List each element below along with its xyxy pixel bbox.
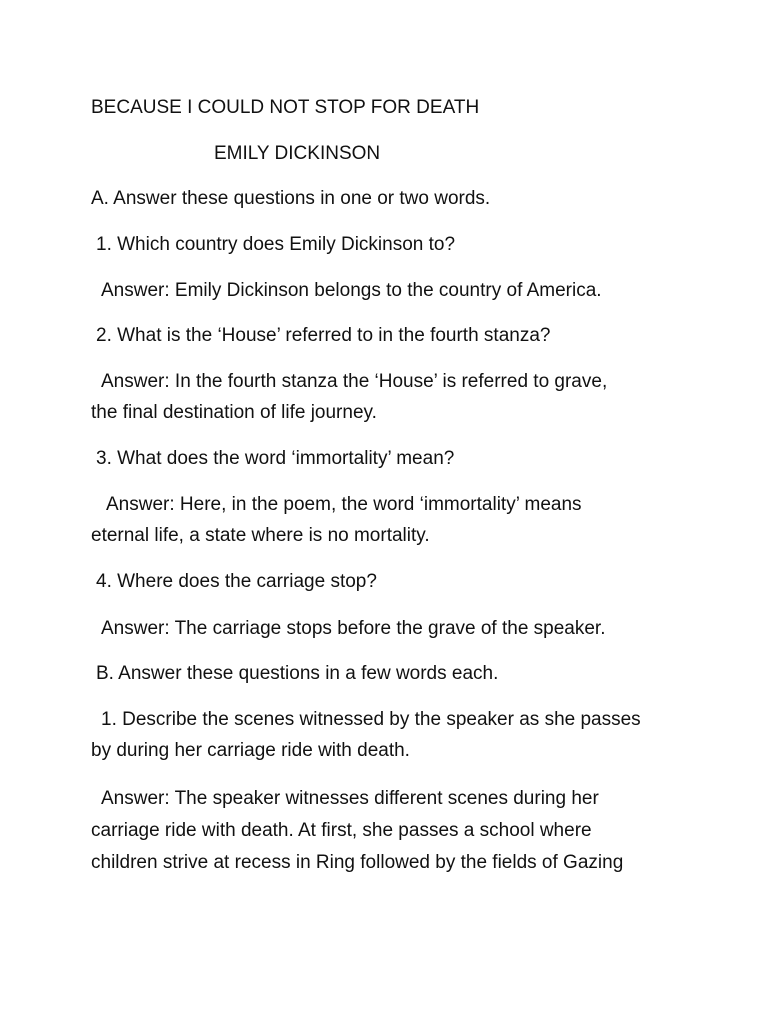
section-a-heading: A. Answer these questions in one or two words. [91,188,491,209]
question-a4: 4. Where does the carriage stop? [96,571,377,592]
answer-a2-line-2: the final destination of life journey. [91,402,377,423]
answer-b1-line-3: children strive at recess in Ring followed by the fields of Gazing [91,852,624,873]
question-a2: 2. What is the ‘House’ referred to in the fourth stanza? [96,325,551,346]
answer-a1: Answer: Emily Dickinson belongs to the country of America. [101,280,602,301]
question-b1-line-1: 1. Describe the scenes witnessed by the speaker as she passes [101,709,641,730]
answer-a3-line-1: Answer: Here, in the poem, the word ‘immortality’ means [106,494,582,515]
answer-a3-line-2: eternal life, a state where is no mortality. [91,525,430,546]
question-b1-line-2: by during her carriage ride with death. [91,740,410,761]
answer-a4: Answer: The carriage stops before the grave of the speaker. [101,618,606,639]
question-a3: 3. What does the word ‘immortality’ mean? [96,448,455,469]
document-title: BECAUSE I COULD NOT STOP FOR DEATH [91,97,480,118]
question-a1: 1. Which country does Emily Dickinson to? [96,234,456,255]
answer-a2-line-1: Answer: In the fourth stanza the ‘House’ is referred to grave, [101,371,608,392]
document-author: EMILY DICKINSON [214,143,381,164]
answer-b1-line-1: Answer: The speaker witnesses different scenes during her [101,788,599,809]
section-b-heading: B. Answer these questions in a few words each. [96,663,499,684]
answer-b1-line-2: carriage ride with death. At first, she passes a school where [91,820,592,841]
